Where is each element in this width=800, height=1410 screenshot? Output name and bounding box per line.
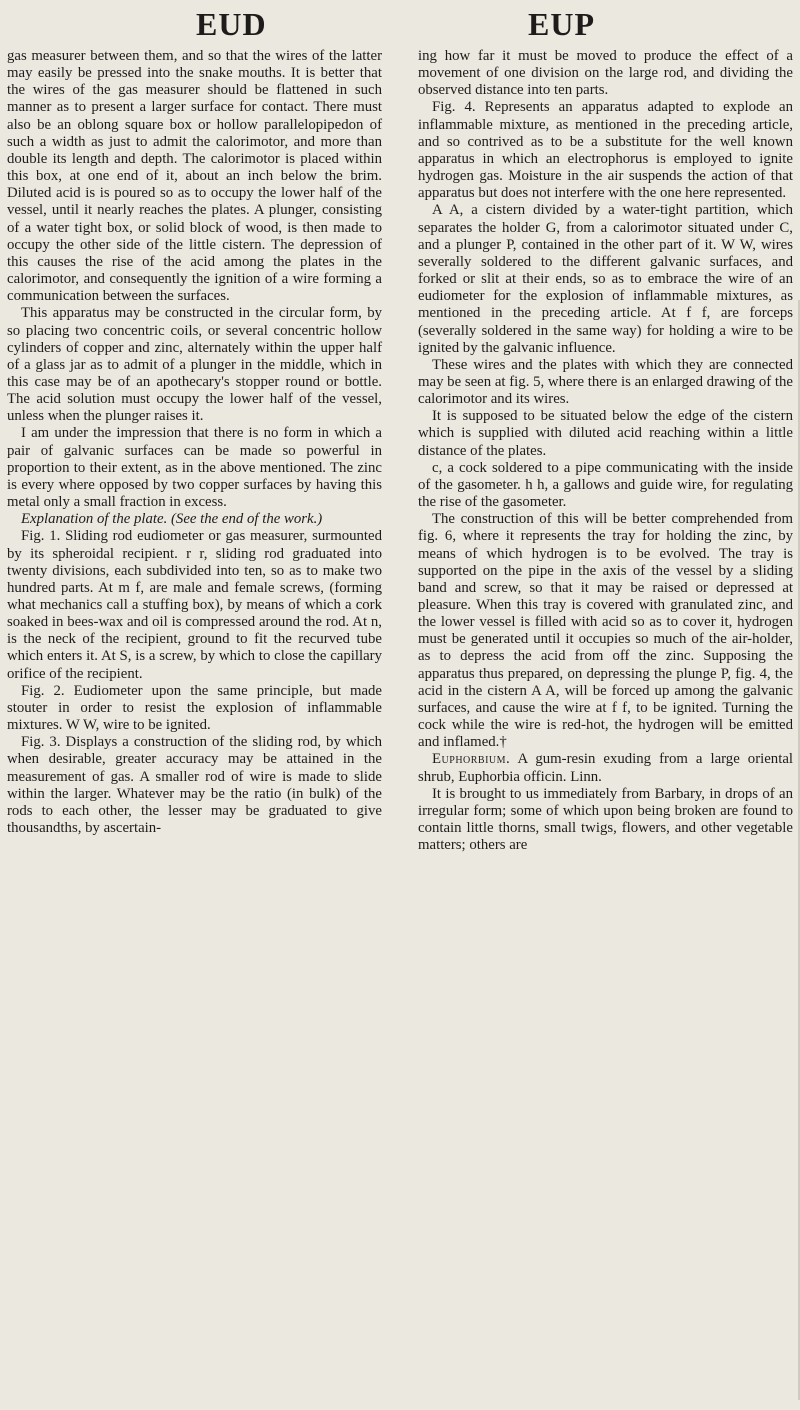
paragraph: Fig. 1. Sliding rod eudiometer or gas measurer, surmounted by its spheroidal recipient. r r, sliding rod graduated into twenty divisions, each subdivided into ten, so as to make two hundred parts. At m f, are male and female screws, (forming what mechanics call a stuffing box), by means of which a cork soaked in bees-wax and oil is compressed around the rod. At n, is the neck of the recipient, ground to fit the recurved tube which enters it. At S, is a screw, by which to close the capillary orifice of the recipient. bbox=[7, 528, 382, 682]
entry-euphorbium bbox=[418, 751, 793, 785]
paragraph: I am under the impression that there is no form in which a pair of galvanic surfaces can be made so powerful in proportion to their extent, as in the above mentioned. The zinc is every where opposed by two copper surfaces by having this metal only a small fraction in excess. bbox=[7, 425, 382, 511]
paragraph: It is supposed to be situated below the edge of the cistern which is supplied with diluted acid reaching within a little distance of the plates. bbox=[418, 408, 793, 459]
entry-heading: Euphorbium. bbox=[432, 751, 511, 768]
paragraph: Fig. 4. Represents an apparatus adapted to explode an inflammable mixture, as mentioned in the preceding article, and so contrived as to be a substitute for the well known apparatus in which an electrophorus is employed to ignite hydrogen gas. Moisture in the air suspends the action of that apparatus but does not interfere with the one here represented. bbox=[418, 99, 793, 202]
paragraph: ing how far it must be moved to produce the effect of a movement of one division on the large rod, and dividing the observed distance into ten parts. bbox=[418, 48, 793, 99]
running-head-left: EUD bbox=[196, 6, 267, 42]
paragraph: These wires and the plates with which they are connected may be seen at fig. 5, where there is an enlarged drawing of the calorimotor and its wires. bbox=[418, 356, 793, 408]
plate-explanation-heading: Explanation of the plate. (See the end of the work.) bbox=[21, 511, 323, 528]
paragraph: The construction of this will be better comprehended from fig. 6, where it represents the tray for holding the zinc, by means of which hydrogen is to be evolved. The tray is supported on the pipe in the axis of the vessel by a sliding band and screw, so that it may be raised or depressed at pleasure. When this tray is covered with granulated zinc, and the lower vessel is filled with acid so as to cover it, hydrogen must be generated until it occupies so much of the air-holder, as to depress the acid from off the zinc. Supposing the apparatus thus prepared, on depressing the plunge P, fig. 4, the acid in the cistern A A, will be forced up among the galvanic surfaces, and cause the wire at f f, to be ignited. Turning the cock while the wire is red-hot, the hydrogen will be emitted and inflamed.† bbox=[418, 511, 793, 751]
paragraph: It is brought to us immediately from Barbary, in drops of an irregular form; some of which upon being broken are found to contain little thorns, small twigs, flowers, and other vegetable matters; others are bbox=[418, 785, 793, 854]
paragraph: c, a cock soldered to a pipe communicating with the inside of the gasometer. h h, a gallows and guide wire, for regulating the rise of the gasometer. bbox=[418, 459, 793, 511]
paragraph: This apparatus may be constructed in the circular form, by so placing two concentric coils, or several concentric hollow cylinders of copper and zinc, alternately within the upper half of a glass jar as to admit of a plunger in the middle, which in this case may be of an apothecary's stopper round or bottle. The acid solution must occupy the lower half of the vessel, unless when the plunger raises it. bbox=[7, 305, 382, 425]
paragraph: Fig. 3. Displays a construction of the sliding rod, by which when desirable, greater accuracy may be attained in the measurement of gas. A smaller rod of wire is made to slide within the larger. Whatever may be the ratio (in bulk) of the rods to each other, the lesser may be graduated to give thousandths, by ascertain- bbox=[7, 734, 382, 837]
paragraph: A A, a cistern divided by a water-tight partition, which separates the holder G, from a calorimotor situated under C, and a plunger P, contained in the other part of it. W W, wires severally soldered to the different galvanic surfaces, and forked or slit at their ends, so as to embrace the wire of an eudiometer for the explosion of inflammable mixtures, as mentioned in the preceding article. At f f, are forceps (severally soldered in the same way) for holding a wire to be ignited by the galvanic influence. bbox=[418, 202, 793, 356]
paragraph: gas measurer between them, and so that the wires of the latter may easily be pressed into the snake mouths. It is better that the wires of the gas measurer should be flattened in such manner as to present a larger surface for contact. There must also be an oblong square box or hollow parallelopipedon of such a width as just to admit the calorimotor, and more than double its length and depth. The calorimotor is placed within this box, at one end of it, about an inch below the brim. Diluted acid is is poured so as to occupy the lower half of the vessel, until it nearly reaches the plates. A plunger, consisting of a water tight box, or solid block of wood, is then made to occupy the other side of the little cistern. The depression of this causes the rise of the acid among the plates in the calorimotor, and consequently the ignition of a wire forming a communication between the surfaces. bbox=[7, 48, 382, 305]
entry-definition: A gum-resin exuding from a large oriental shrub, Euphorbia officin. Linn. bbox=[418, 751, 793, 785]
right-column bbox=[418, 48, 793, 854]
paragraph: Fig. 2. Eudiometer upon the same principle, but made stouter in order to resist the explosion of inflammable mixtures. W W, wire to be ignited. bbox=[7, 682, 382, 734]
left-column bbox=[7, 48, 382, 837]
running-head-right: EUP bbox=[528, 6, 595, 42]
